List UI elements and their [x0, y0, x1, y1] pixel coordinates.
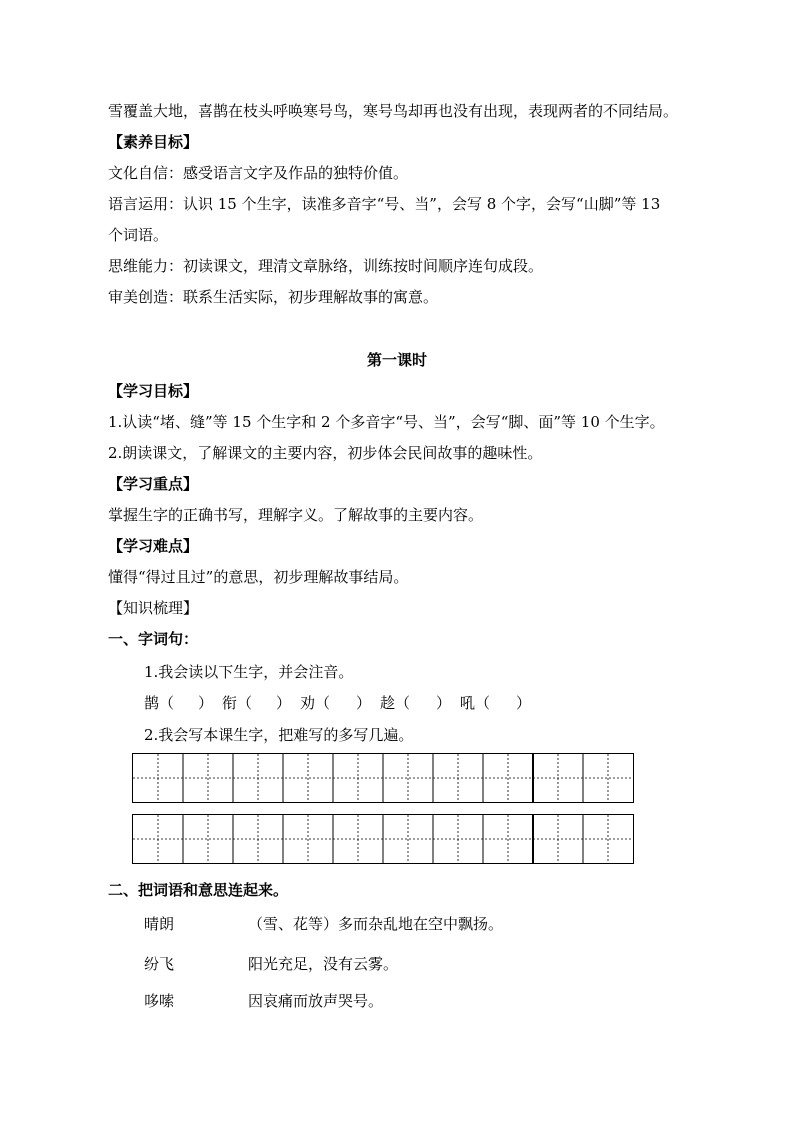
match-word[interactable]: 哆嗦 [144, 992, 175, 1010]
char: 吼 [460, 694, 476, 712]
goal-item: 2.朗读课文，了解课文的主要内容，初步体会民间故事的趣味性。 [108, 444, 543, 462]
task2-instruction: 2.我会写本课生字，把难写的多写几遍。 [144, 726, 414, 744]
pinyin-item [300, 693, 380, 713]
match-word[interactable]: 晴朗 [144, 915, 175, 933]
char: 劝 [300, 694, 316, 712]
paren-close: ） [198, 694, 214, 712]
pinyin-item [144, 693, 222, 713]
knowledge-heading: 【知识梳理】 [108, 599, 199, 617]
paren-open: （ [395, 694, 411, 712]
difficulty-heading: 【学习难点】 [108, 537, 199, 555]
char: 鹊 [144, 694, 160, 712]
grid-lines [133, 815, 633, 863]
pinyin-item [460, 693, 531, 713]
match-meaning[interactable]: 因哀痛而放声哭号。 [248, 992, 384, 1010]
grid-lines [133, 754, 633, 802]
paren-close: ） [276, 694, 292, 712]
paren-open: （ [159, 694, 175, 712]
section2-title: 二、把词语和意思连起来。 [108, 881, 289, 899]
pinyin-row [144, 693, 531, 713]
literacy-item: 审美创造：联系生活实际，初步理解故事的寓意。 [108, 288, 439, 306]
char: 趁 [380, 694, 396, 712]
literacy-item: 文化自信：感受语言文字及作品的独特价值。 [108, 164, 409, 182]
goals-heading: 【学习目标】 [108, 382, 199, 400]
paren-close: ） [356, 694, 372, 712]
char: 衔 [222, 694, 238, 712]
key-points-heading: 【学习重点】 [108, 475, 199, 493]
paren-close: ） [516, 694, 532, 712]
goal-item: 1.认读“堵、缝”等 15 个生字和 2 个多音字“号、当”，会写“脚、面”等 10 个生字。 [108, 413, 665, 431]
literacy-heading: 【素养目标】 [108, 133, 199, 151]
match-word[interactable]: 纷飞 [144, 955, 175, 973]
literacy-item-continued: 个词语。 [108, 226, 169, 244]
paren-open: （ [237, 694, 253, 712]
paren-close: ） [436, 694, 452, 712]
writing-grid[interactable] [132, 753, 634, 803]
paren-open: （ [475, 694, 491, 712]
pinyin-item [222, 693, 300, 713]
writing-grid[interactable] [132, 814, 634, 864]
match-meaning[interactable]: 阳光充足，没有云雾。 [248, 955, 399, 973]
lesson-title: 第一课时 [366, 351, 427, 369]
key-points-text: 掌握生字的正确书写，理解字义。了解故事的主要内容。 [108, 506, 484, 524]
literacy-item: 语言运用：认识 15 个生字，读准多音字“号、当”，会写 8 个字，会写“山脚”等 13 [108, 195, 661, 213]
paren-open: （ [315, 694, 331, 712]
intro-line: 雪覆盖大地，喜鹊在枝头呼唤寒号鸟，寒号鸟却再也没有出现，表现两者的不同结局。 [108, 102, 679, 120]
literacy-item: 思维能力：初读课文，理清文章脉络，训练按时间顺序连句成段。 [108, 257, 544, 275]
task1-instruction: 1.我会读以下生字，并会注音。 [144, 663, 354, 681]
match-meaning[interactable]: （雪、花等）多而杂乱地在空中飘扬。 [248, 915, 504, 933]
section1-title: 一、字词句： [108, 630, 199, 648]
pinyin-item [380, 693, 460, 713]
difficulty-text: 懂得“得过且过”的意思，初步理解故事结局。 [108, 568, 409, 586]
